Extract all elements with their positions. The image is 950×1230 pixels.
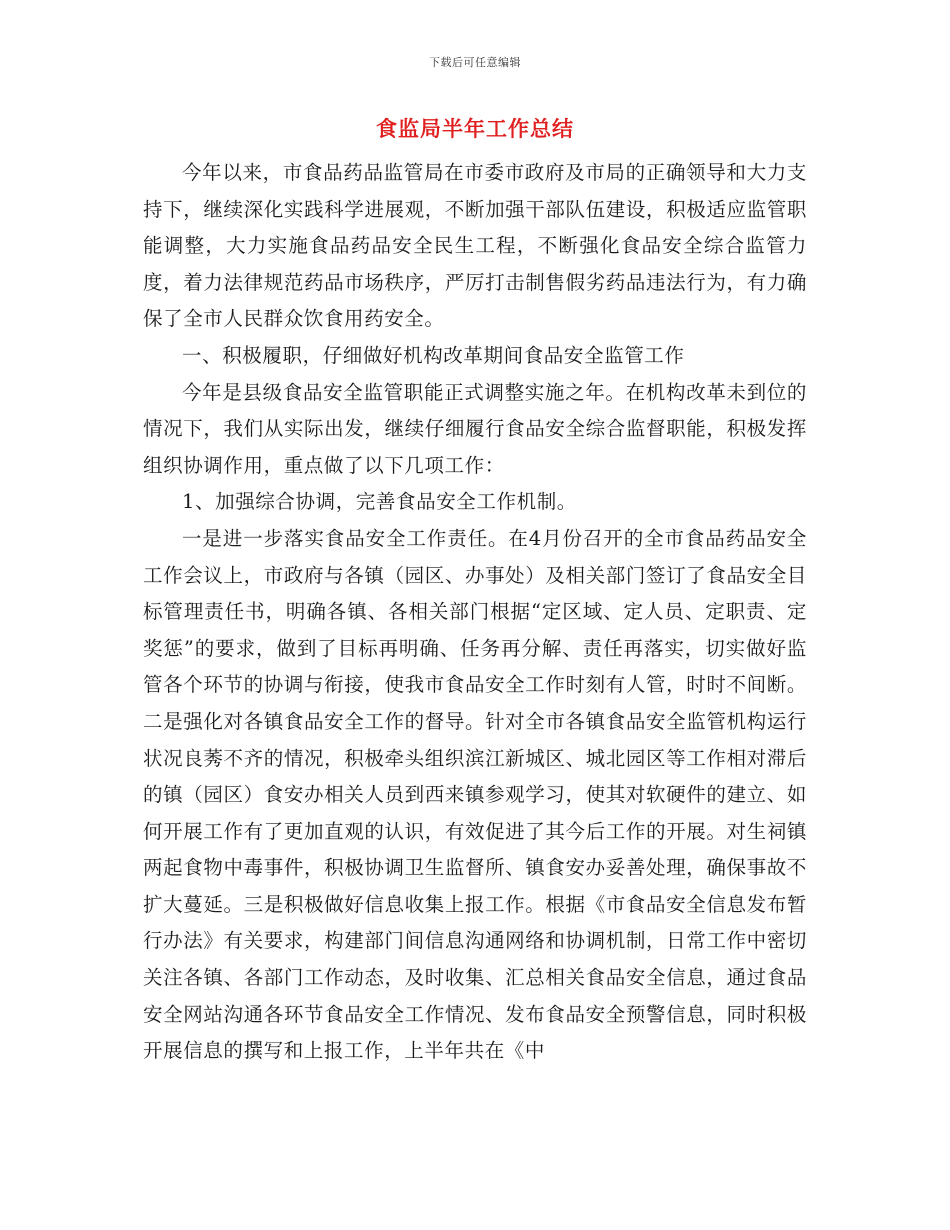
document-body [143,155,807,1070]
subsection-heading-1: 1、加强综合协调，完善食品安全工作机制。 [182,490,577,514]
section-paragraph: 今年是县级食品安全监管职能正式调整实施之年。在机构改革未到位的情况下，我们从实际出发，继续仔细履行食品安全综合监督职能，积极发挥组织协调作用，重点做了以下几项工作： [143,380,807,477]
section-heading-1: 一、积极履职，仔细做好机构改革期间食品安全监管工作 [182,343,685,367]
subsection-paragraph: 一是进一步落实食品安全工作责任。在4月份召开的全市食品药品安全工作会议上，市政府与各镇（园区、办事处）及相关部门签订了食品安全目标管理责任书，明确各镇、各相关部门根据“定区域、定人员、定职责、定奖惩”的要求，做到了目标再明确、任务再分解、责任再落实，切实做好监管各个环节的协调与衔接，使我市食品安全工作时刻有人管，时时不间断。二是强化对各镇食品安全工作的督导。针对全市各镇食品安全监管机构运行状况良莠不齐的情况，积极牵头组织滨江新城区、城北园区等工作相对滞后的镇（园区）食安办相关人员到西来镇参观学习，使其对软硬件的建立、如何开展工作有了更加直观的认识，有效促进了其今后工作的开展。对生祠镇两起食物中毒事件，积极协调卫生监督所、镇食安办妥善处理，确保事故不扩大蔓延。三是积极做好信息收集上报工作。根据《市食品安全信息发布暂行办法》有关要求，构建部门间信息沟通网络和协调机制，日常工作中密切关注各镇、各部门工作动态，及时收集、汇总相关食品安全信息，通过食品安全网站沟通各环节食品安全工作情况、发布食品安全预警信息，同时积极开展信息的撰写和上报工作，上半年共在《中 [143,526,807,1063]
page-header-note: 下载后可任意编辑 [429,56,521,69]
intro-paragraph: 今年以来，市食品药品监管局在市委市政府及市局的正确领导和大力支持下，继续深化实践科学进展观，不断加强干部队伍建设，积极适应监管职能调整，大力实施食品药品安全民生工程，不断强化食品安全综合监管力度，着力法律规范药品市场秩序，严厉打击制售假劣药品违法行为，有力确保了全市人民群众饮食用药安全。 [143,161,807,331]
document-title: 食监局半年工作总结 [376,116,574,141]
